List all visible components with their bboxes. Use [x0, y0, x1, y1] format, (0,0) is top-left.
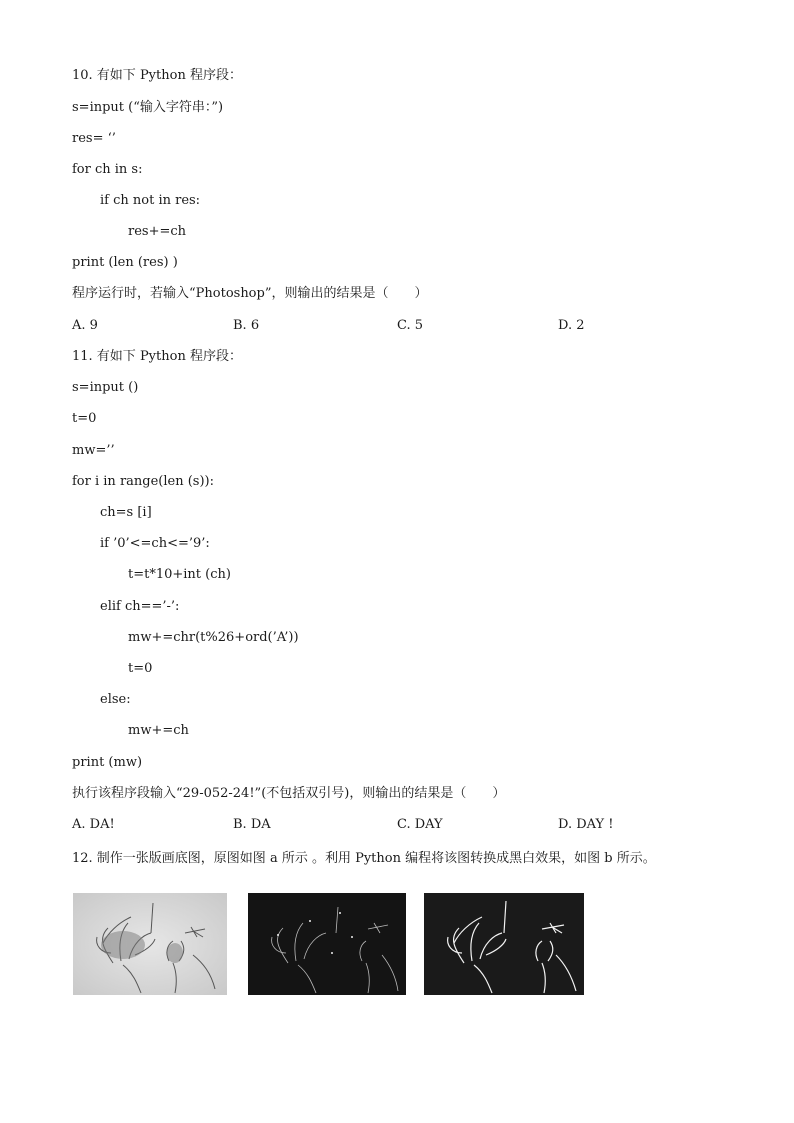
figure-b-bw-image	[424, 893, 584, 995]
figure-b-edge-image	[248, 893, 406, 995]
q11-code-line-8: elif ch==’-’:	[100, 599, 180, 614]
q11-code-line-9: mw+=chr(t%26+ord(’A’))	[128, 630, 299, 645]
q11-code-line-3: mw=’’	[72, 443, 115, 458]
q11-question: 执行该程序段输入“29-052-24!”(不包括双引号)，则输出的结果是（ ）	[72, 786, 506, 801]
q11-code-line-6: if ’0’<=ch<=’9’:	[100, 536, 210, 551]
q11-code-line-1: s=input ()	[72, 380, 139, 395]
q11-option-b[interactable]: B. DA	[233, 817, 271, 832]
q10-code-line-4: if ch not in res:	[100, 193, 201, 208]
q11-code-line-7: t=t*10+int (ch)	[128, 567, 231, 582]
q10-code-line-1: s=input (“输入字符串：”)	[72, 100, 224, 115]
q10-code-line-5: res+=ch	[128, 224, 187, 239]
q10-option-b[interactable]: B. 6	[233, 318, 260, 333]
q10-option-a[interactable]: A. 9	[72, 318, 98, 333]
q10-title: 10. 有如下 Python 程序段：	[72, 68, 242, 83]
q11-option-a[interactable]: A. DA!	[72, 817, 115, 832]
q11-code-line-11: else:	[100, 692, 131, 707]
q10-question: 程序运行时，若输入“Photoshop”，则输出的结果是（ ）	[72, 286, 428, 301]
q11-code-line-10: t=0	[128, 661, 153, 676]
q10-option-c[interactable]: C. 5	[397, 318, 424, 333]
q11-code-line-5: ch=s [i]	[100, 505, 152, 520]
q11-code-line-2: t=0	[72, 411, 97, 426]
q10-code-line-6: print (len (res) )	[72, 255, 178, 270]
q10-code-line-3: for ch in s:	[72, 162, 143, 177]
q11-option-c[interactable]: C. DAY	[397, 817, 443, 832]
q11-code-line-12: mw+=ch	[128, 723, 189, 738]
q11-option-d[interactable]: D. DAY !	[558, 817, 614, 832]
q11-code-line-13: print (mw)	[72, 755, 143, 770]
q11-title: 11. 有如下 Python 程序段：	[72, 349, 242, 364]
q10-option-d[interactable]: D. 2	[558, 318, 585, 333]
q12-title: 12. 制作一张版画底图，原图如图 a 所示 。利用 Python 编程将该图转换成黑白效果，如图 b 所示。	[72, 851, 656, 866]
q10-code-line-2: res= ‘’	[72, 131, 116, 146]
q11-code-line-4: for i in range(len (s)):	[72, 474, 214, 489]
figure-a-original-image	[73, 893, 227, 995]
